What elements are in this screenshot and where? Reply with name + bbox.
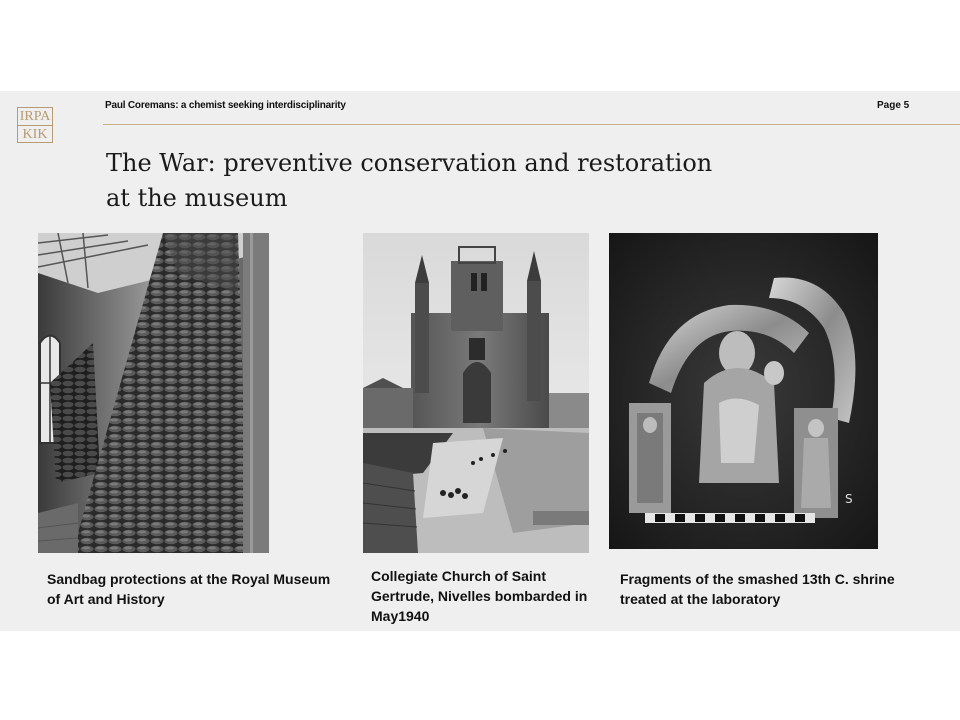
slide-title bbox=[106, 146, 806, 216]
caption-shrine: Fragments of the smashed 13th C. shrine treated at the laboratory bbox=[620, 571, 895, 607]
logo-top-text: IRPA bbox=[19, 109, 51, 124]
caption-church: Collegiate Church of Saint Gertrude, Nivelles bombarded in May1940 bbox=[371, 568, 588, 624]
title-line-2: at the museum bbox=[106, 184, 288, 212]
church-photo bbox=[363, 233, 589, 553]
sandbag-photo bbox=[38, 233, 269, 553]
logo-bottom-text: KIK bbox=[22, 127, 48, 142]
title-line-1: The War: preventive conservation and restoration bbox=[106, 149, 713, 177]
caption-sandbag: Sandbag protections at the Royal Museum of Art and History bbox=[47, 571, 331, 607]
presentation-subtitle: Paul Coremans: a chemist seeking interdisciplinarity bbox=[105, 100, 346, 111]
svg-text:S: S bbox=[845, 492, 853, 506]
irpa-kik-logo bbox=[17, 107, 53, 143]
shrine-photo bbox=[609, 233, 878, 549]
header-divider bbox=[103, 124, 960, 125]
page-number: Page 5 bbox=[877, 100, 910, 111]
